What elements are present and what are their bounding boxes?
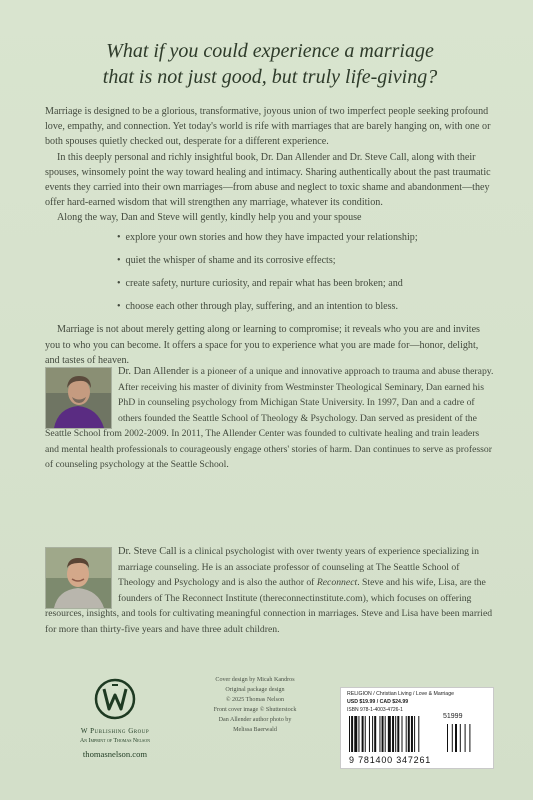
barcode-bar: [365, 716, 366, 752]
bio-body: is a pioneer of a unique and innovative approach to trauma and abuse therapy. After receiving his master of divinity from Westminster Theological Seminary, Dan earned his PhD in counseling psychology from Michigan State University. In 1997, Dan and a cadre of others founded the Seattle School of Theology & Psychology. Dan served as president of the Seattle School from 2002-2009. In 2011, The Allender Center was founded to cultivate healing and train leaders and mental health professionals to courageously engage others' stories of harm. Dan continues to serve as professor of counseling psychology at the Seattle School.: [45, 366, 494, 470]
barcode-bar: [374, 716, 376, 752]
barcode-bar: [358, 716, 359, 752]
footer: [0, 650, 533, 800]
publisher-url[interactable]: thomasnelson.com: [82, 749, 148, 759]
barcode-bar: [411, 716, 413, 752]
price-addon: 51999: [443, 713, 463, 720]
barcode-bar: [414, 716, 415, 752]
credit-line: Melissa Baerwald: [233, 727, 277, 733]
isbn: ISBN 978-1-4003-4726-1: [347, 707, 403, 713]
barcode-bar: [397, 716, 399, 752]
benefit-item: • choose each other through play, suffering, and an intention to bless.: [117, 299, 493, 314]
barcode-addon-bar: [469, 724, 470, 752]
benefits-list: [45, 230, 493, 315]
credits: [190, 675, 320, 735]
credit-line: Cover design by Micah Kandros: [215, 677, 295, 683]
publisher-name: W Publishing Group: [80, 727, 150, 735]
barcode-bar: [372, 716, 373, 752]
photo-spacer: [45, 544, 118, 606]
barcode-bar: [388, 716, 391, 752]
barcode-addon-bar: [465, 724, 466, 752]
barcode-bar: [379, 716, 380, 752]
description: [45, 104, 493, 368]
author-name: Dr. Steve Call: [118, 546, 177, 557]
credit-line: © 2025 Thomas Nelson: [225, 697, 285, 703]
barcode-bar: [382, 716, 384, 752]
barcode-bar: [351, 716, 353, 752]
description-paragraph-4: Marriage is not about merely getting along or learning to compromise; it reveals who you are and invites you to who you can become. It offers a space for you to experience what you are made for—honor, delight, and tastes of heaven.: [45, 324, 480, 366]
price: USD $19.99 / CAD $24.99: [347, 699, 409, 705]
barcode-bar: [395, 716, 396, 752]
description-paragraph-1: Marriage is designed to be a glorious, transformative, joyous union of two imperfect people seeking profound love, empathy, and connection. Yet today's world is rife with marriages that are barely hanging on, with one or both spouses quietly checked out, desperate for a different experience.: [45, 106, 491, 148]
barcode-addon-bar: [460, 724, 461, 752]
barcode-bar: [349, 716, 350, 752]
barcode-addon-bar: [452, 724, 453, 752]
barcode-digits: 9 781400 347261: [349, 755, 432, 765]
barcode-addon-bar: [447, 724, 448, 752]
barcode-bar: [385, 716, 386, 752]
headline-line-2: that is not just good, but truly life-giving?: [102, 66, 438, 88]
barcode-bar: [402, 716, 403, 752]
barcode-icon: [345, 714, 489, 756]
photo-spacer: [45, 364, 118, 426]
barcode-bar: [408, 716, 410, 752]
headline-line-1: What if you could experience a marriage: [106, 40, 434, 62]
headline: [60, 38, 480, 90]
book-title: Reconnect: [316, 577, 358, 588]
benefit-item: • create safety, nurture curiosity, and repair what has been broken; and: [117, 276, 493, 291]
barcode-bar: [406, 716, 407, 752]
credit-line: Original package design: [225, 687, 285, 693]
credit-line: Dan Allender author photo by: [218, 717, 292, 723]
bio-text: [45, 544, 495, 637]
credit-line: Front cover image © Shutterstock: [213, 707, 297, 713]
barcode-bar: [418, 716, 419, 752]
bio-body-a: is a clinical psychologist with over twenty years of experience specializing in marriage counseling. He is an associate professor of counseling at The Seattle School of Theology and Psychology and is also the author of: [118, 546, 479, 588]
bio-body-b: . Steve and his wife, Lisa, are the founders of The Reconnect Institute (thereconnectinstitute.com), which focuses on offering resources, insights, and tools for cultivating meaningful connection in marriages. Steve and Lisa have been married for more than thirty-five years and have three adult children.: [45, 577, 493, 635]
description-paragraph-3: Along the way, Dan and Steve will gently, kindly help you and your spouse: [57, 212, 362, 224]
bisac-category: RELIGION / Christian Living / Love & Marriage: [347, 691, 454, 697]
barcode-bar: [369, 716, 370, 752]
benefit-item: • explore your own stories and how they have impacted your relationship;: [117, 230, 493, 245]
author-bio-steve-call: [45, 544, 495, 644]
author-bio-dan-allender: [45, 364, 495, 524]
barcode-bar: [354, 716, 357, 752]
w-publishing-logo: [90, 677, 140, 721]
benefit-item: • quiet the whisper of shame and its corrosive effects;: [117, 253, 493, 268]
barcode-bar: [362, 716, 364, 752]
description-paragraph-2: In this deeply personal and richly insightful book, Dr. Dan Allender and Dr. Steve Call, along with their spouses, winsomely point the way toward healing and intimacy. Sharing authentically about the past traumatic events they carried into their own marriages—from abuse and neglect to toxic shame and abandonment—they offer hard-earned wisdom that will strengthen any marriage, whatever its condition.: [45, 151, 491, 209]
author-name: Dr. Dan Allender: [118, 366, 190, 377]
publisher-imprint: An Imprint of Thomas Nelson: [80, 738, 150, 744]
barcode-addon-bar: [455, 724, 457, 752]
barcode-box: [340, 687, 494, 769]
bio-text: [45, 364, 495, 473]
barcode-bar: [392, 716, 394, 752]
